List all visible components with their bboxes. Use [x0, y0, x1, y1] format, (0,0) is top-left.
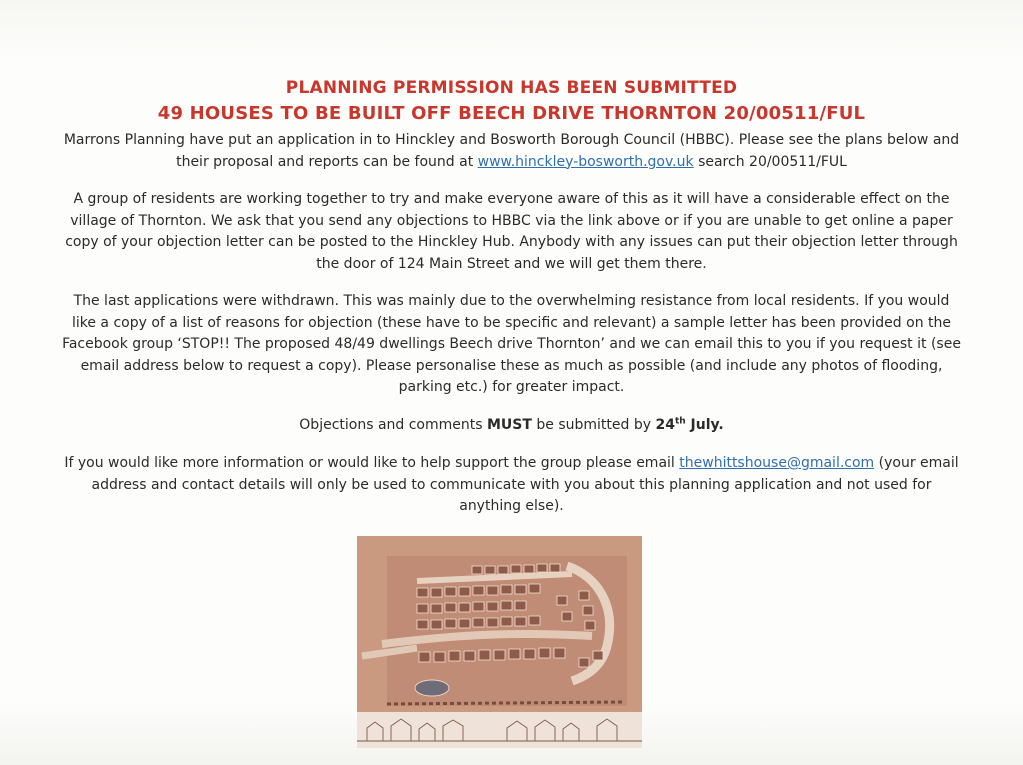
withdrawn-paragraph: The last applications were withdrawn. This was mainly due to the overwhelming resistance from local residents. If you would like a copy of a list of reasons for objection (these have to be specific and relevant) a sample letter has been provided on the Facebook group ‘STOP!! The proposed 48/49 dwellings Beech drive Thornton’ and we can email this to you if you request it (see email address below to request a copy). Please personalise these as much as possible (and include any photos of flooding, parking etc.) for greater impact.	[62, 293, 961, 396]
deadline-date	[655, 417, 723, 433]
deadline-day-suffix: th	[674, 416, 686, 427]
deadline-middle: be submitted by	[531, 417, 656, 433]
headline-subtitle: 49 HOUSES TO BE BUILT OFF BEECH DRIVE THORNTON 20/00511/FUL	[157, 103, 866, 124]
council-website-link[interactable]: www.hinckley-bosworth.gov.uk	[477, 153, 694, 170]
intro-paragraph	[60, 130, 963, 173]
deadline-month: July.	[685, 417, 724, 433]
intro-text-end: search 20/00511/FUL	[693, 153, 847, 170]
intro-text: Marrons Planning have put an application in to Hinckley and Bosworth Borough Council (HBBC). Please see the plans below and their proposal and reports can be found at	[63, 132, 960, 170]
contact-text-end: (your email address and contact details will only be used to communicate with you about this planning application and not used for anything else).	[91, 455, 959, 515]
contact-paragraph	[60, 453, 963, 518]
plan-elevation-strip	[357, 712, 642, 748]
deadline-day: 24	[655, 417, 675, 433]
deadline-paragraph	[60, 415, 963, 437]
headline-title: PLANNING PERMISSION HAS BEEN SUBMITTED	[285, 78, 738, 98]
residents-paragraph: A group of residents are working together to try and make everyone aware of this as it will have a considerable effect on the village of Thornton. We ask that you send any objections to HBBC via the link above or if you are unable to get online a paper copy of your objection letter can be posted to the Hinckley Hub. Anybody with any issues can put their objection letter through the door of 124 Main Street and we will get them there.	[65, 191, 958, 272]
deadline-must: MUST	[487, 417, 532, 433]
deadline-prefix: Objections and comments	[299, 417, 487, 433]
contact-email-link[interactable]: thewhittshouse@gmail.com	[679, 455, 875, 471]
contact-text: If you would like more information or would like to help support the group please email	[64, 455, 680, 471]
site-plan-drawing	[357, 536, 642, 748]
plan-pond	[415, 680, 449, 696]
site-plan-image	[357, 536, 642, 748]
